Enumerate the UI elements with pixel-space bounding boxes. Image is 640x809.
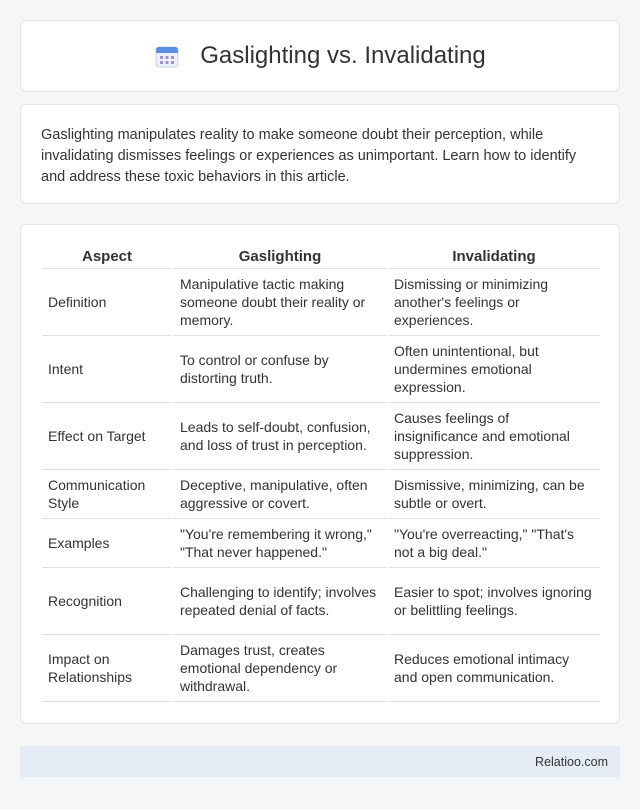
cell-aspect: Examples <box>42 519 172 568</box>
cell-aspect: Definition <box>42 269 172 336</box>
cell-gaslighting: "You're remembering it wrong," "That never happened." <box>174 519 386 568</box>
cell-gaslighting: To control or confuse by distorting truth. <box>174 336 386 403</box>
intro-text: Gaslighting manipulates reality to make someone doubt their perception, while invalidating dismisses feelings or experiences as unimportant. Learn how to identify and address these toxic behaviors in this article. <box>41 127 577 185</box>
column-header-aspect: Aspect <box>42 245 172 269</box>
footer-bar <box>20 746 620 777</box>
cell-gaslighting: Manipulative tactic making someone doubt their reality or memory. <box>174 269 386 336</box>
cell-invalidating: Dismissing or minimizing another's feelings or experiences. <box>388 269 600 336</box>
table-row <box>42 403 600 470</box>
cell-invalidating: Easier to spot; involves ignoring or belittling feelings. <box>388 568 600 635</box>
table-header-row <box>42 245 600 269</box>
table-row <box>42 519 600 568</box>
cell-aspect: Communication Style <box>42 470 172 519</box>
footer-brand[interactable]: Relatioo.com <box>535 754 608 769</box>
page-title: Gaslighting vs. Invalidating <box>200 42 486 69</box>
comparison-card <box>20 224 620 724</box>
calendar-icon <box>154 43 180 69</box>
cell-gaslighting: Challenging to identify; involves repeated denial of facts. <box>174 568 386 635</box>
title-card <box>20 20 620 92</box>
cell-aspect: Recognition <box>42 568 172 635</box>
table-row <box>42 635 600 702</box>
table-row <box>42 269 600 336</box>
cell-invalidating: Often unintentional, but undermines emotional expression. <box>388 336 600 403</box>
title-group <box>154 42 486 70</box>
table-row <box>42 568 600 635</box>
table-row <box>42 336 600 403</box>
column-header-gaslighting: Gaslighting <box>174 245 386 269</box>
cell-gaslighting: Leads to self-doubt, confusion, and loss of trust in perception. <box>174 403 386 470</box>
cell-gaslighting: Deceptive, manipulative, often aggressive or covert. <box>174 470 386 519</box>
cell-aspect: Impact on Relationships <box>42 635 172 702</box>
cell-aspect: Effect on Target <box>42 403 172 470</box>
column-header-invalidating: Invalidating <box>388 245 600 269</box>
cell-invalidating: "You're overreacting," "That's not a big deal." <box>388 519 600 568</box>
cell-aspect: Intent <box>42 336 172 403</box>
cell-gaslighting: Damages trust, creates emotional dependency or withdrawal. <box>174 635 386 702</box>
intro-card <box>20 104 620 204</box>
cell-invalidating: Causes feelings of insignificance and emotional suppression. <box>388 403 600 470</box>
comparison-table <box>40 245 602 702</box>
cell-invalidating: Reduces emotional intimacy and open communication. <box>388 635 600 702</box>
table-row <box>42 470 600 519</box>
cell-invalidating: Dismissive, minimizing, can be subtle or overt. <box>388 470 600 519</box>
